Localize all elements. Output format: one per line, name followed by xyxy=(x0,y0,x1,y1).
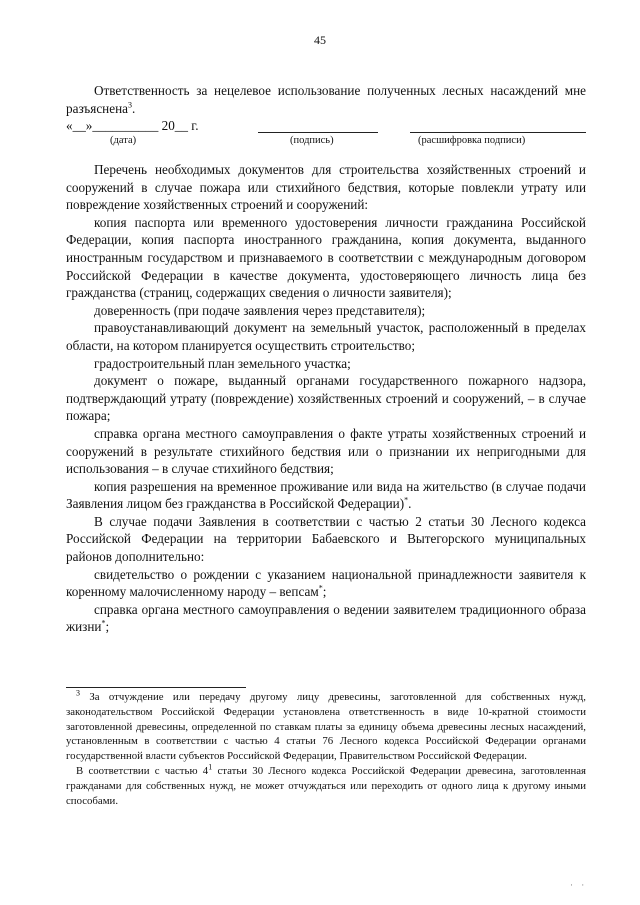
footnote-3-text: За отчуждение или передачу другому лицу древесины, заготовленной для собственных нужд, законодательством Российской Федерации установлена ответственность в виде 10-кратной стоимости заготовленной древесины, определенной по ставкам платы за единицу объема древесины лесных насаждений, установленным в соответствии с частью 4 статьи 76 Лесного кодекса Российской Федерации органами государственной власти субъектов Российской Федерации, Правительством Российской Федерации. xyxy=(66,691,586,763)
signature-row xyxy=(66,118,586,154)
signature-caption: (подпись) xyxy=(290,135,334,146)
list-item: справка органа местного самоуправления о факте утраты хозяйственных строений и сооружений в результате стихийного бедствия или о признании их непригодными для использования – в случае стихийного бедствия; xyxy=(66,425,586,477)
list-item xyxy=(66,566,586,601)
footnote-4-after: статьи 30 Лесного кодекса Российской Федерации древесина, заготовленная гражданами для собственных нужд, не может отчуждаться или переходить от одного лица к другому иными способами. xyxy=(66,764,586,807)
reference-item-end: ; xyxy=(105,619,110,635)
list-item: градостроительный план земельного участка; xyxy=(94,355,351,371)
corner-mark: · · xyxy=(570,880,588,890)
residence-item-end: . xyxy=(408,496,412,512)
responsibility-text: Ответственность за нецелевое использование полученных лесных насаждений мне разъяснена xyxy=(66,83,586,116)
reference-item-text: справка органа местного самоуправления о ведении заявителем традиционного образа жизни xyxy=(66,601,586,635)
documents-heading: Перечень необходимых документов для строительства хозяйственных строений и сооружений в случае пожара или стихийного бедствия, которые повлекли утрату или повреждение хозяйственных строений и сооружений: xyxy=(66,162,586,213)
date-caption: (дата) xyxy=(110,135,137,146)
asterisk-mark: * xyxy=(101,619,106,629)
birth-item-text: свидетельство о рождении с указанием национальной принадлежности заявителя к коренному малочисленному народу – вепсам xyxy=(66,566,586,600)
footnote-4-before: В соответствии с частью 4 xyxy=(76,764,209,777)
footnote-marker: 3 xyxy=(76,688,80,698)
footnote-3 xyxy=(66,690,586,764)
responsibility-statement xyxy=(66,82,586,117)
responsibility-end: . xyxy=(132,100,136,116)
documents-list xyxy=(66,161,586,636)
list-item xyxy=(66,478,586,513)
footnote-separator xyxy=(66,687,246,688)
residence-item-text: копия разрешения на временное проживание или вида на жительство (в случае подачи Заявления лицом без гражданства в Российской Федерации) xyxy=(66,478,586,512)
asterisk-mark: * xyxy=(318,583,323,593)
list-item: правоустанавливающий документ на земельный участок, расположенный в пределах области, на котором планируется осуществить строительство; xyxy=(66,320,586,353)
footnote-ref-3: 3 xyxy=(128,100,132,110)
list-item: документ о пожаре, выданный органами государственного пожарного надзора, подтверждающий утрату (повреждение) хозяйственных строений и сооружений, – в случае пожара; xyxy=(66,373,586,424)
decoding-caption: (расшифровка подписи) xyxy=(418,135,526,146)
list-item xyxy=(66,601,586,636)
additional-heading: В случае подачи Заявления в соответствии с частью 2 статьи 30 Лесного кодекса Российской Федерации на территории Бабаевского и Вытегорского муниципальных районов дополнительно: xyxy=(66,513,586,565)
birth-item-end: ; xyxy=(322,584,327,600)
footnotes xyxy=(66,690,586,808)
date-field: «__»__________ 20__ г. xyxy=(66,118,199,133)
signature-line xyxy=(258,132,378,133)
asterisk-mark: * xyxy=(404,495,409,505)
footnote-4-sup: 1 xyxy=(208,762,213,772)
list-item: доверенность (при подаче заявления через представителя); xyxy=(94,302,426,318)
decoding-line xyxy=(410,132,586,133)
list-item: копия паспорта или временного удостоверения личности гражданина Российской Федерации, копия паспорта иностранного гражданина, копия документа, выданного иностранным государством и признаваемого в соответствии с международным договором Российской Федерации в качестве документа, удостоверяющего личность лица без гражданства (страниц, содержащих сведения о личности заявителя); xyxy=(66,214,586,301)
footnote-4 xyxy=(66,764,586,808)
page-number: 45 xyxy=(314,33,326,47)
